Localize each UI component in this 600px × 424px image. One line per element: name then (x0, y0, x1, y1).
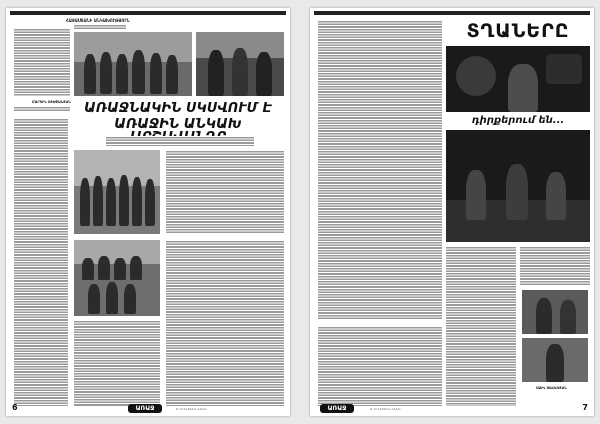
group-photo-2 (74, 240, 160, 316)
page-header-bar (10, 11, 286, 15)
feature-title: ՏՂԱՆԵՐԸ (466, 20, 570, 42)
body-text-mid (446, 246, 516, 406)
page-number: 6 (12, 403, 18, 412)
trench-photo (446, 130, 590, 242)
headline-line1: ԱՌԱՋՆԱԿԻՆ ՍԿՍՎՈՒՄ Է (84, 101, 272, 116)
soldier-photo-1 (522, 290, 588, 334)
body-text-col4 (166, 240, 284, 406)
right-page (310, 8, 594, 416)
lead-text (106, 136, 254, 146)
body-text-col1 (14, 118, 68, 406)
body-text-right (520, 246, 590, 286)
newspaper-logo: ԱՌԱՋ (320, 404, 354, 413)
night-photo (446, 46, 590, 112)
soldiers-photo (74, 150, 160, 234)
portrait-photo (196, 32, 284, 96)
footer-text: Մ. Ա-ՆՆԻՆՆՆ-ՆՆՆԲ (176, 407, 207, 411)
body-text-col2 (74, 320, 160, 406)
section-label: ՀԱՅԱՍՏԱՆԻ ԱՆԿԱԽՈՒԹՅՈՒՆ (66, 18, 130, 23)
body-text-col3 (166, 150, 284, 234)
footer-text: Մ. Ա-ՆՆԻՆՆՆ-ՆՆՆԲ (370, 407, 401, 411)
page-number: 7 (582, 403, 588, 412)
feature-subtitle: դիրքերում են... (471, 115, 565, 126)
headline-line2: ԱՌԱՋԻՆ ԱՆԿԱԽ (114, 117, 242, 132)
byline-note (14, 106, 70, 112)
left-page (6, 8, 290, 416)
byline: ՄԱՐՏԻՆ ՍՏԵՓԱՆՅԱՆ (32, 100, 71, 104)
body-text-left-2 (318, 326, 442, 406)
group-photo (74, 32, 192, 96)
soldier-photo-2 (522, 338, 588, 382)
caption-text (74, 24, 126, 30)
signature: ՍԱԻԼ ՍԱՀԱԿՅԱՆ (536, 386, 567, 390)
page-header-bar (314, 11, 590, 15)
newspaper-logo: ԱՌԱՋ (128, 404, 162, 413)
intro-text-block (14, 28, 70, 96)
body-text-left (318, 20, 442, 320)
